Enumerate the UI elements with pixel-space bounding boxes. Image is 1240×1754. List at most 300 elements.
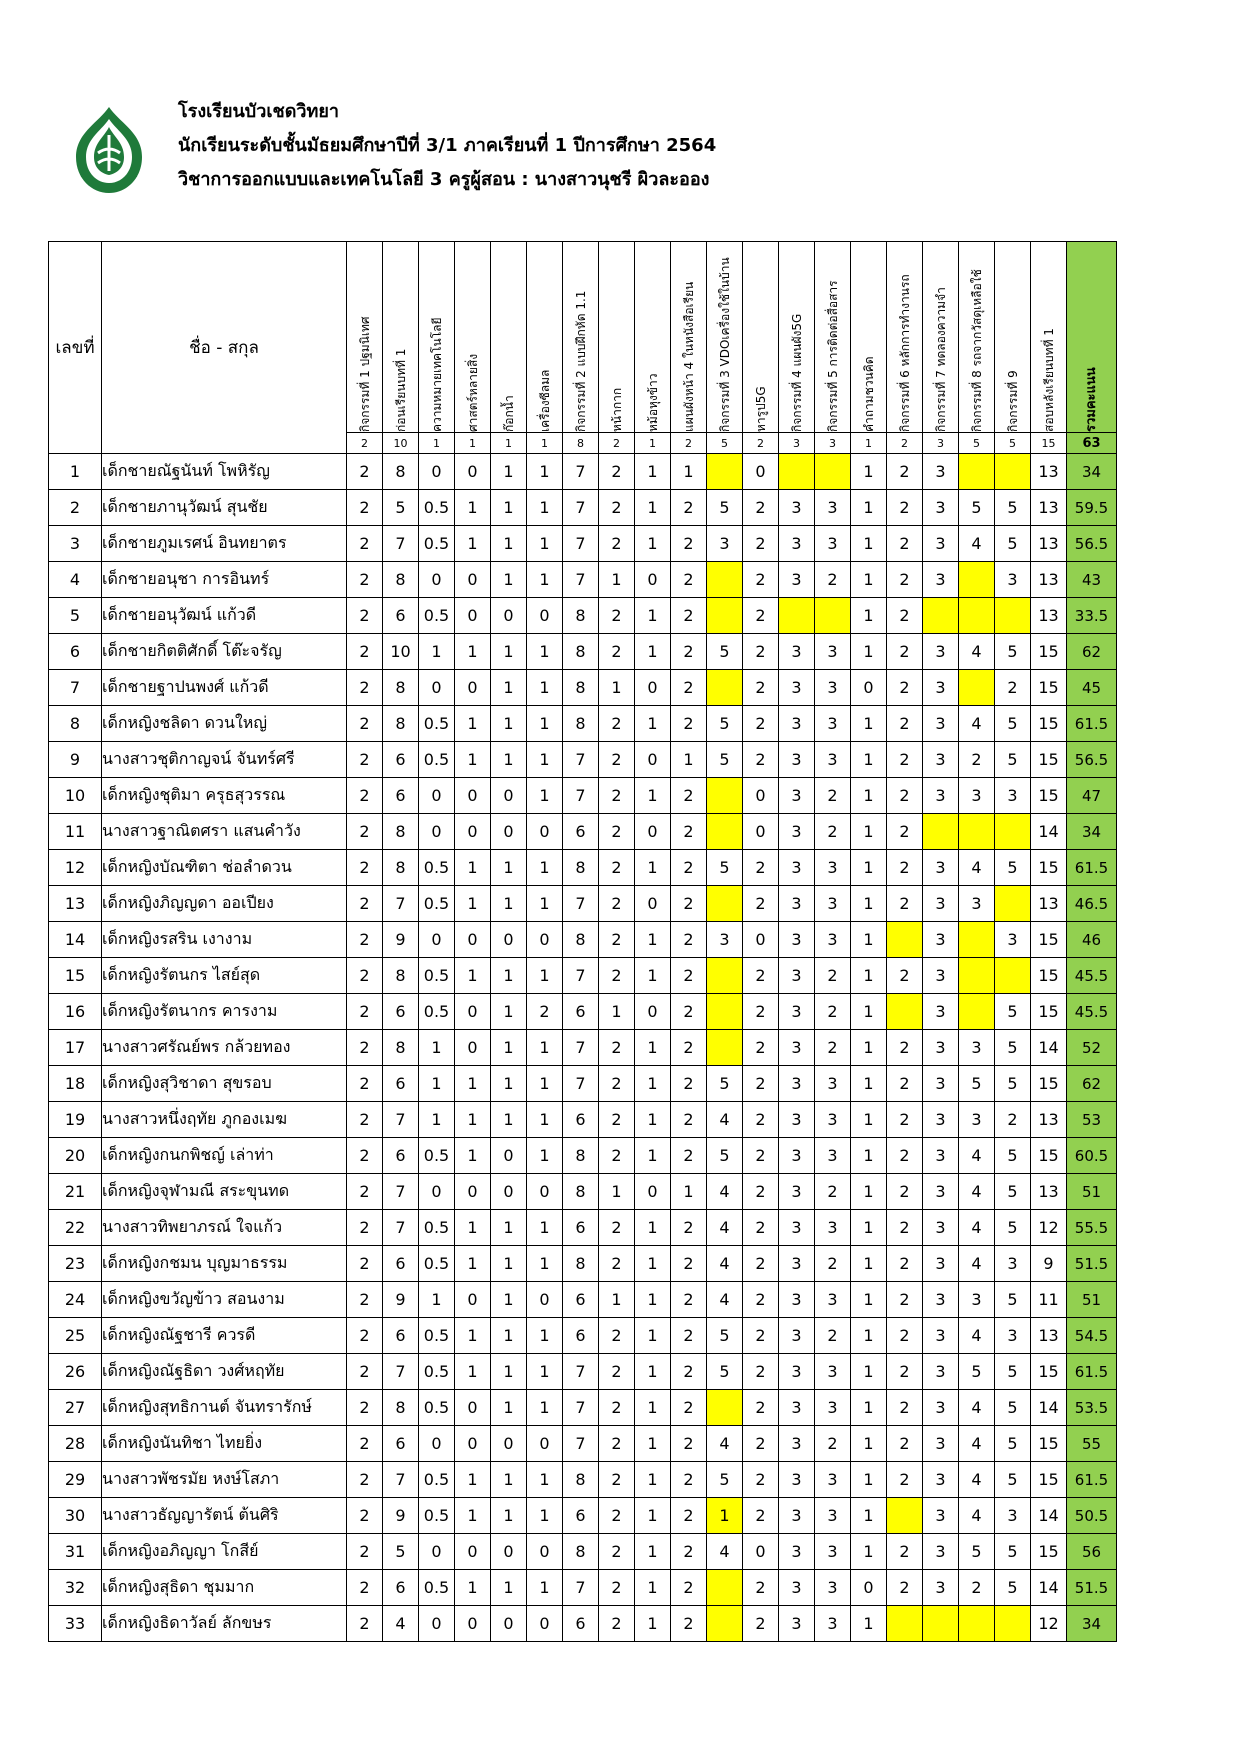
score-cell: 2 [599, 1210, 635, 1246]
student-name: นางสาวหนึ่งฤทัย ภูกองเมฆ [102, 1102, 347, 1138]
score-cell: 0 [455, 814, 491, 850]
score-cell: 1 [455, 850, 491, 886]
activity-label: กิจกรรมที่ 5 การติดต่อสื่อสาร [825, 280, 840, 432]
score-cell: 1 [851, 1498, 887, 1534]
student-number: 30 [49, 1498, 102, 1534]
score-cell: 5 [707, 1138, 743, 1174]
score-cell: 3 [923, 526, 959, 562]
score-cell: 8 [563, 1534, 599, 1570]
score-cell: 8 [383, 454, 419, 490]
score-cell: 1 [635, 454, 671, 490]
activity-label: กิจกรรมที่ 4 แผนผัง5G [789, 313, 804, 432]
activity-label: เครื่องซีลมล [537, 369, 552, 432]
score-cell: 3 [815, 1282, 851, 1318]
total-score-cell: 54.5 [1067, 1318, 1117, 1354]
score-cell: 6 [383, 778, 419, 814]
score-cell: 5 [995, 850, 1031, 886]
score-cell: 15 [1031, 994, 1067, 1030]
score-cell: 6 [563, 994, 599, 1030]
student-number: 3 [49, 526, 102, 562]
column-header-activity [527, 242, 563, 433]
score-cell: 2 [887, 634, 923, 670]
score-cell: 2 [671, 958, 707, 994]
column-header-activity [671, 242, 707, 433]
score-cell: 1 [491, 1102, 527, 1138]
score-cell: 2 [671, 922, 707, 958]
max-score-cell: 10 [383, 433, 419, 454]
score-cell: 15 [1031, 778, 1067, 814]
score-cell: 2 [347, 850, 383, 886]
score-cell: 3 [959, 886, 995, 922]
score-cell: 2 [671, 1606, 707, 1642]
table-row [49, 1282, 1117, 1318]
score-cell: 6 [383, 1246, 419, 1282]
score-cell: 1 [419, 1066, 455, 1102]
score-cell: 0.5 [419, 490, 455, 526]
missing-score-cell [959, 958, 995, 994]
total-score-cell: 61.5 [1067, 706, 1117, 742]
score-cell: 7 [563, 1354, 599, 1390]
column-header-activity [887, 242, 923, 433]
missing-score-cell [779, 598, 815, 634]
score-cell: 13 [1031, 454, 1067, 490]
score-table [48, 241, 1117, 1642]
score-cell: 0 [455, 994, 491, 1030]
student-name: เด็กหญิงรสริน เงางาม [102, 922, 347, 958]
score-cell: 2 [599, 1138, 635, 1174]
score-cell: 3 [815, 922, 851, 958]
score-cell: 0 [455, 1534, 491, 1570]
student-name: เด็กหญิงกชมน บุญมาธรรม [102, 1246, 347, 1282]
score-cell: 15 [1031, 1426, 1067, 1462]
student-name: เด็กชายอนุวัฒน์ แก้วดี [102, 598, 347, 634]
score-cell: 2 [887, 1390, 923, 1426]
score-cell: 13 [1031, 886, 1067, 922]
score-cell: 0 [419, 778, 455, 814]
score-cell: 3 [815, 526, 851, 562]
column-header-name: ชื่อ - สกุล [102, 242, 347, 454]
score-cell: 2 [743, 1390, 779, 1426]
student-number: 11 [49, 814, 102, 850]
activity-label: แผนผังหน้า 4 ในหนังสือเรียน [681, 281, 696, 432]
max-score-cell: 3 [923, 433, 959, 454]
score-cell: 3 [779, 706, 815, 742]
score-cell: 3 [779, 1318, 815, 1354]
score-cell: 0.5 [419, 1210, 455, 1246]
score-cell: 3 [923, 1138, 959, 1174]
score-cell: 0.5 [419, 526, 455, 562]
score-cell: 2 [743, 1498, 779, 1534]
score-cell: 5 [995, 1282, 1031, 1318]
score-cell: 1 [527, 1498, 563, 1534]
score-cell: 9 [1031, 1246, 1067, 1282]
score-cell: 15 [1031, 1354, 1067, 1390]
score-cell: 1 [527, 1210, 563, 1246]
score-cell: 1 [851, 454, 887, 490]
score-cell: 5 [707, 490, 743, 526]
score-cell: 2 [743, 490, 779, 526]
score-cell: 3 [923, 1354, 959, 1390]
score-cell: 1 [635, 1606, 671, 1642]
score-cell: 3 [959, 1030, 995, 1066]
score-cell: 3 [815, 850, 851, 886]
score-cell: 3 [779, 1606, 815, 1642]
score-cell: 2 [671, 1534, 707, 1570]
missing-score-cell [959, 670, 995, 706]
score-cell: 9 [383, 922, 419, 958]
missing-score-cell [959, 994, 995, 1030]
score-cell: 3 [815, 670, 851, 706]
score-cell: 7 [383, 886, 419, 922]
score-cell: 2 [347, 1606, 383, 1642]
score-cell: 1 [491, 670, 527, 706]
score-cell: 0 [419, 562, 455, 598]
score-cell: 2 [347, 526, 383, 562]
score-cell: 2 [887, 670, 923, 706]
score-cell: 2 [671, 1102, 707, 1138]
missing-score-cell [707, 562, 743, 598]
activity-label: หารูป5G [753, 386, 768, 432]
score-cell: 13 [1031, 1174, 1067, 1210]
score-cell: 2 [599, 850, 635, 886]
student-number: 4 [49, 562, 102, 598]
score-cell: 2 [887, 850, 923, 886]
score-cell: 3 [815, 490, 851, 526]
score-cell: 2 [599, 1390, 635, 1426]
score-cell: 2 [887, 1426, 923, 1462]
score-cell: 6 [383, 598, 419, 634]
score-cell: 4 [707, 1246, 743, 1282]
table-row [49, 742, 1117, 778]
subject-info: วิชาการออกแบบและเทคโนโลยี 3 ครูผู้สอน : นางสาวนุชรี ผิวละออง [178, 169, 710, 190]
score-cell: 2 [671, 1354, 707, 1390]
score-cell: 7 [563, 886, 599, 922]
score-cell: 6 [383, 1570, 419, 1606]
score-cell: 1 [491, 490, 527, 526]
score-cell: 0 [491, 1174, 527, 1210]
score-cell: 1 [527, 1318, 563, 1354]
student-number: 14 [49, 922, 102, 958]
column-header-activity [347, 242, 383, 433]
student-name: เด็กหญิงนันทิชา ไทยยิ่ง [102, 1426, 347, 1462]
score-cell: 3 [779, 562, 815, 598]
table-row [49, 598, 1117, 634]
score-cell: 2 [815, 1030, 851, 1066]
score-cell: 1 [455, 1246, 491, 1282]
score-cell: 3 [779, 1426, 815, 1462]
column-header-activity [743, 242, 779, 433]
score-cell: 0 [527, 1426, 563, 1462]
score-cell: 2 [599, 1498, 635, 1534]
score-cell: 7 [563, 958, 599, 994]
score-cell: 3 [959, 778, 995, 814]
table-row [49, 1030, 1117, 1066]
total-score-cell: 61.5 [1067, 1354, 1117, 1390]
score-cell: 2 [815, 778, 851, 814]
score-cell: 2 [815, 562, 851, 598]
score-cell: 1 [419, 1282, 455, 1318]
score-cell: 1 [635, 634, 671, 670]
score-cell: 2 [671, 778, 707, 814]
score-cell: 1 [455, 526, 491, 562]
score-cell: 1 [851, 814, 887, 850]
score-cell: 1 [527, 1102, 563, 1138]
score-cell: 2 [599, 778, 635, 814]
score-cell: 3 [779, 526, 815, 562]
table-row [49, 1138, 1117, 1174]
score-cell: 3 [923, 1318, 959, 1354]
table-row [49, 634, 1117, 670]
score-cell: 2 [743, 1606, 779, 1642]
score-cell: 3 [815, 1210, 851, 1246]
score-cell: 1 [527, 1390, 563, 1426]
score-cell: 5 [995, 634, 1031, 670]
score-cell: 2 [743, 634, 779, 670]
score-cell: 12 [1031, 1210, 1067, 1246]
student-name: เด็กหญิงธิดาวัลย์ ลักขษร [102, 1606, 347, 1642]
score-cell: 6 [563, 1498, 599, 1534]
score-cell: 2 [887, 1174, 923, 1210]
score-cell: 3 [779, 1246, 815, 1282]
score-cell: 4 [707, 1102, 743, 1138]
score-cell: 2 [671, 1210, 707, 1246]
max-score-cell: 2 [887, 433, 923, 454]
score-cell: 1 [527, 1030, 563, 1066]
score-cell: 5 [707, 1462, 743, 1498]
table-row [49, 1174, 1117, 1210]
score-cell: 2 [347, 1102, 383, 1138]
score-cell: 12 [1031, 1606, 1067, 1642]
student-name: เด็กหญิงอภิญญา โกสีย์ [102, 1534, 347, 1570]
missing-score-cell [995, 598, 1031, 634]
score-cell: 2 [815, 1246, 851, 1282]
score-cell: 1 [851, 562, 887, 598]
score-cell: 1 [851, 1174, 887, 1210]
score-cell: 3 [995, 1498, 1031, 1534]
score-cell: 7 [383, 1210, 419, 1246]
score-cell: 5 [707, 1318, 743, 1354]
score-cell: 1 [851, 1426, 887, 1462]
score-cell: 1 [491, 1354, 527, 1390]
score-cell: 2 [743, 670, 779, 706]
score-cell: 2 [671, 1318, 707, 1354]
score-cell: 2 [743, 1066, 779, 1102]
activity-label: กิจกรรมที่ 8 รถจากวัสดุเหลือใช้ [969, 269, 984, 432]
score-cell: 0 [455, 1390, 491, 1426]
score-cell: 0.5 [419, 1390, 455, 1426]
score-cell: 2 [671, 634, 707, 670]
score-cell: 2 [743, 1426, 779, 1462]
student-number: 17 [49, 1030, 102, 1066]
score-cell: 2 [347, 562, 383, 598]
score-cell: 2 [599, 1462, 635, 1498]
score-cell: 2 [347, 1138, 383, 1174]
score-cell: 0 [491, 598, 527, 634]
student-number: 28 [49, 1426, 102, 1462]
student-name: เด็กชายภูมเรศน์ อินทยาตร [102, 526, 347, 562]
score-cell: 2 [743, 1246, 779, 1282]
score-cell: 0.5 [419, 994, 455, 1030]
missing-score-cell [815, 598, 851, 634]
missing-score-cell [707, 994, 743, 1030]
score-cell: 5 [707, 850, 743, 886]
table-row [49, 922, 1117, 958]
missing-score-cell [815, 454, 851, 490]
score-cell: 1 [491, 1498, 527, 1534]
score-cell: 2 [887, 598, 923, 634]
student-name: นางสาวฐาณิตศรา แสนคำวัง [102, 814, 347, 850]
score-cell: 2 [599, 598, 635, 634]
score-cell: 0 [851, 670, 887, 706]
score-cell: 5 [707, 742, 743, 778]
total-score-cell: 56.5 [1067, 526, 1117, 562]
score-cell: 4 [959, 1426, 995, 1462]
score-cell: 2 [743, 742, 779, 778]
score-cell: 3 [923, 670, 959, 706]
score-cell: 4 [959, 1138, 995, 1174]
score-cell: 2 [743, 1570, 779, 1606]
score-cell: 1 [491, 1030, 527, 1066]
score-cell: 1 [491, 1246, 527, 1282]
score-cell: 1 [527, 1354, 563, 1390]
score-cell: 3 [923, 958, 959, 994]
score-cell: 1 [455, 886, 491, 922]
score-cell: 3 [815, 1570, 851, 1606]
student-name: เด็กหญิงรัตนกร ไสย์สุด [102, 958, 347, 994]
score-cell: 1 [491, 706, 527, 742]
score-cell: 2 [887, 454, 923, 490]
score-cell: 3 [923, 1102, 959, 1138]
activity-label: ศาสตร์หลายสิ่ง [465, 353, 480, 432]
student-name: เด็กหญิงขวัญข้าว สอนงาม [102, 1282, 347, 1318]
missing-score-cell [923, 814, 959, 850]
score-cell: 7 [563, 526, 599, 562]
student-name: เด็กหญิงชุติมา ครุธสุวรรณ [102, 778, 347, 814]
score-cell: 2 [671, 1246, 707, 1282]
missing-score-cell [707, 814, 743, 850]
score-cell: 1 [491, 562, 527, 598]
score-cell: 2 [347, 1246, 383, 1282]
score-cell: 5 [959, 1354, 995, 1390]
score-cell: 2 [599, 1606, 635, 1642]
student-name: เด็กหญิงจุฬามณี สระขุนทด [102, 1174, 347, 1210]
score-cell: 3 [815, 1462, 851, 1498]
score-cell: 1 [491, 1390, 527, 1426]
score-cell: 7 [563, 1030, 599, 1066]
score-cell: 7 [563, 490, 599, 526]
score-cell: 4 [707, 1426, 743, 1462]
score-cell: 2 [887, 1354, 923, 1390]
score-cell: 0 [851, 1570, 887, 1606]
score-cell: 3 [923, 454, 959, 490]
student-number: 1 [49, 454, 102, 490]
score-cell: 1 [851, 1102, 887, 1138]
score-cell: 2 [887, 1246, 923, 1282]
missing-score-cell [995, 814, 1031, 850]
score-cell: 3 [923, 1426, 959, 1462]
missing-score-cell [707, 886, 743, 922]
score-cell: 0 [527, 1282, 563, 1318]
score-cell: 0.5 [419, 1498, 455, 1534]
score-cell: 3 [923, 1030, 959, 1066]
score-cell: 6 [383, 742, 419, 778]
student-number: 8 [49, 706, 102, 742]
table-row [49, 1354, 1117, 1390]
score-cell: 2 [671, 1462, 707, 1498]
score-cell: 1 [455, 1462, 491, 1498]
score-cell: 2 [599, 1426, 635, 1462]
score-cell: 2 [671, 1030, 707, 1066]
score-cell: 1 [419, 634, 455, 670]
score-cell: 3 [779, 850, 815, 886]
score-cell: 15 [1031, 670, 1067, 706]
score-cell: 1 [851, 490, 887, 526]
score-cell: 6 [563, 1606, 599, 1642]
missing-score-cell [887, 1606, 923, 1642]
score-cell: 3 [995, 562, 1031, 598]
score-cell: 0 [491, 1606, 527, 1642]
score-cell: 1 [527, 634, 563, 670]
student-name: เด็กหญิงณัฐธิดา วงศ์หฤทัย [102, 1354, 347, 1390]
score-cell: 3 [815, 1534, 851, 1570]
score-cell: 1 [455, 706, 491, 742]
score-cell: 3 [779, 1210, 815, 1246]
score-cell: 3 [779, 1030, 815, 1066]
total-score-cell: 61.5 [1067, 1462, 1117, 1498]
total-score-cell: 62 [1067, 1066, 1117, 1102]
score-cell: 1 [527, 778, 563, 814]
missing-score-cell [959, 454, 995, 490]
score-cell: 2 [887, 742, 923, 778]
score-cell: 8 [383, 850, 419, 886]
column-header-activity [707, 242, 743, 433]
score-cell: 8 [563, 598, 599, 634]
score-cell: 1 [635, 598, 671, 634]
score-cell: 4 [959, 706, 995, 742]
score-cell: 2 [743, 1318, 779, 1354]
score-cell: 1 [419, 1030, 455, 1066]
score-cell: 0 [455, 562, 491, 598]
score-cell: 6 [563, 1102, 599, 1138]
activity-label: กิจกรรมที่ 9 [1005, 370, 1020, 432]
score-cell: 2 [347, 1390, 383, 1426]
score-cell: 1 [635, 958, 671, 994]
score-cell: 1 [635, 1318, 671, 1354]
score-cell: 2 [347, 1534, 383, 1570]
score-cell: 2 [347, 814, 383, 850]
missing-score-cell [707, 1390, 743, 1426]
score-cell: 2 [887, 490, 923, 526]
score-cell: 2 [743, 1354, 779, 1390]
score-cell: 3 [779, 994, 815, 1030]
score-cell: 1 [635, 1030, 671, 1066]
column-header-number: เลขที่ [49, 242, 102, 454]
score-cell: 6 [563, 1210, 599, 1246]
missing-score-cell [959, 922, 995, 958]
score-cell: 4 [707, 1282, 743, 1318]
score-cell: 1 [851, 1534, 887, 1570]
score-cell: 7 [383, 526, 419, 562]
score-cell: 1 [527, 454, 563, 490]
max-score-cell: 2 [347, 433, 383, 454]
score-cell: 0 [419, 1426, 455, 1462]
score-cell: 1 [491, 958, 527, 994]
score-cell: 2 [347, 1354, 383, 1390]
score-cell: 2 [743, 1282, 779, 1318]
score-cell: 4 [959, 1318, 995, 1354]
score-cell: 1 [455, 1138, 491, 1174]
score-cell: 3 [779, 922, 815, 958]
